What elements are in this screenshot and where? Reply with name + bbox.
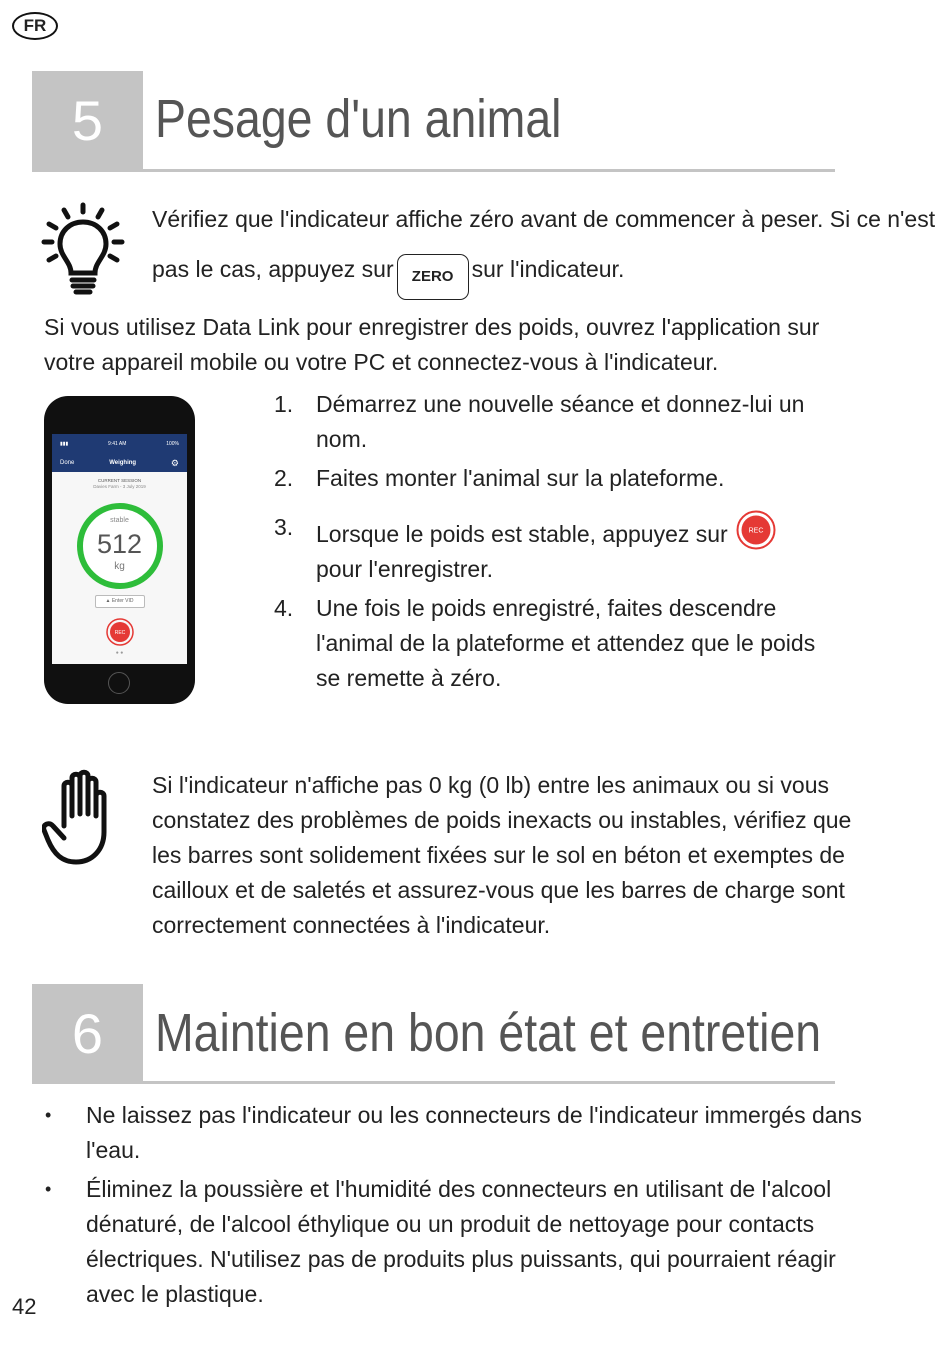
section-6-number: 6 (32, 984, 143, 1083)
gauge-weight: 512 (96, 529, 143, 559)
session-label: CURRENT SESSION (97, 478, 142, 483)
step-2-number: 2. (274, 465, 294, 491)
phone-status-bar (52, 434, 187, 454)
warning-paragraph: Si l'indicateur n'affiche pas 0 kg (0 lb) entre les animaux ou si vous constatez des problèmes de poids inexacts ou instables, vérifiez que les barres sont solidement fixées sur le sol en béton et exemptes de cailloux et de saletés et assurez-vous que les barres de charge sont correctement connectées à l'indicateur. (152, 772, 852, 938)
tag-icon: ▲ (105, 598, 111, 604)
step-1-number: 1. (274, 391, 294, 417)
section-5-title: Pesage d'un animal (155, 89, 562, 149)
phone-rec-button[interactable] (106, 618, 134, 646)
zero-button-illustration: ZERO (397, 254, 469, 300)
gear-icon[interactable]: ⚙ (170, 457, 179, 468)
signal-icon: ▮▮▮ (60, 441, 69, 447)
step-3 (270, 510, 830, 587)
stop-hand-icon (42, 768, 126, 866)
step-2 (270, 461, 830, 496)
page-number: 42 (12, 1294, 37, 1319)
step-2-text: Faites monter l'animal sur la plateforme. (316, 465, 725, 491)
step-4-text: Une fois le poids enregistré, faites descendre l'animal de la plateforme et attendez que le poids se remette à zéro. (316, 595, 816, 691)
weight-gauge (77, 503, 163, 589)
section-6-rule (32, 1081, 835, 1084)
tip-line-2-before: pas le cas, appuyez sur (152, 256, 394, 282)
gauge-status: stable (110, 517, 129, 524)
phone-time: 9:41 AM (108, 441, 127, 447)
enter-vid-label: Enter VID (111, 598, 134, 604)
tip-line-2-after: sur l'indicateur. (471, 256, 625, 282)
enter-vid-button[interactable] (95, 595, 145, 608)
section-5-number: 5 (32, 71, 143, 170)
nav-title: Weighing (109, 460, 137, 466)
step-3-number: 3. (274, 514, 294, 540)
phone-nav-bar (52, 454, 187, 472)
language-badge: FR (12, 12, 58, 40)
step-1-text: Démarrez une nouvelle séance et donnez-lui un nom. (316, 391, 805, 452)
step-1 (270, 387, 830, 457)
step-4-number: 4. (274, 595, 294, 621)
datalink-paragraph: Si vous utilisez Data Link pour enregistrer des poids, ouvrez l'application sur votre appareil mobile ou votre PC et connectez-vous à l'indicateur. (44, 314, 820, 375)
section-6-title: Maintien en bon état et entretien (155, 1003, 822, 1063)
steps-list (270, 387, 830, 700)
rec-button-label: REC (748, 527, 764, 535)
step-3-before: Lorsque le poids est stable, appuyez sur (316, 521, 728, 547)
maintenance-item-2: • Éliminez la poussière et l'humidité des connecteurs en utilisant de l'alcool dénaturé, de l'alcool éthylique ou un produit de nettoyage pour contacts électriques. N'utilisez pas de produits plus puissants, qui pourraient réagir avec le plastique. (40, 1172, 870, 1312)
maintenance-list (40, 1098, 870, 1316)
phone-mockup (44, 396, 195, 704)
section-5-rule (32, 169, 835, 172)
phone-battery: 100% (166, 441, 179, 447)
step-4 (270, 591, 830, 696)
step-3-after: pour l'enregistrer. (316, 556, 493, 582)
maintenance-item-1: • Ne laissez pas l'indicateur ou les connecteurs de l'indicateur immergés dans l'eau. (40, 1098, 870, 1168)
tip-line-1: Vérifiez que l'indicateur affiche zéro avant de commencer à peser. Si ce n'est (152, 206, 936, 232)
page-dots: ● ● (115, 650, 124, 656)
home-button (108, 672, 130, 694)
lightbulb-icon (40, 200, 126, 296)
gauge-unit: kg (114, 561, 125, 572)
session-name: Davies Farm - 3 July 2019 (93, 484, 146, 489)
phone-rec-label: REC (114, 630, 125, 636)
phone-screen (52, 434, 187, 664)
tip-line-2 (152, 252, 892, 300)
rec-button-illustration (736, 510, 776, 550)
nav-done[interactable]: Done (60, 460, 75, 466)
